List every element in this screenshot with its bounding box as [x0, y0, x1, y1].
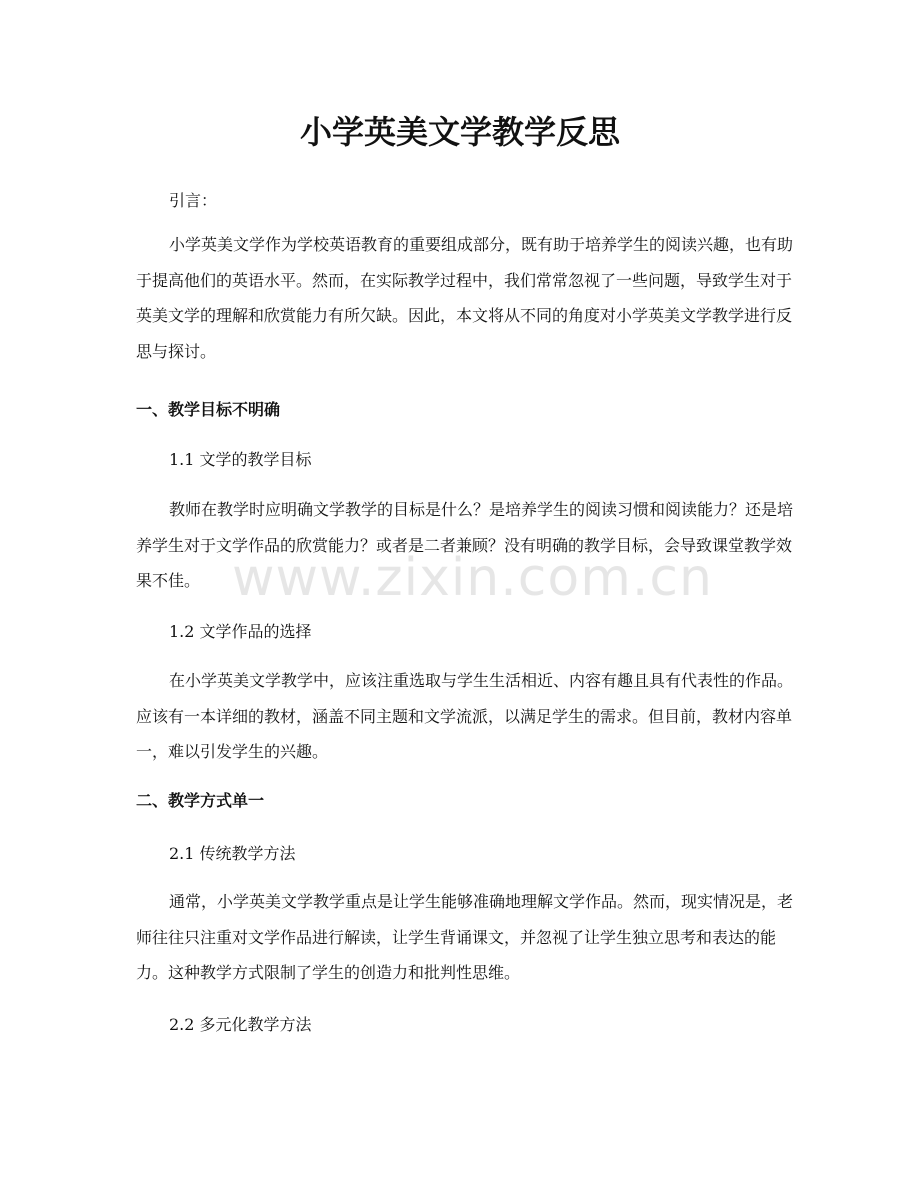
- subsection-heading-1-1: 1.1 文学的教学目标: [169, 450, 312, 469]
- subsection-paragraph-1-2: 在小学英美文学教学中，应该注重选取与学生生活相近、内容有趣且具有代表性的作品。应该有一本详细的教材，涵盖不同主题和文学流派，以满足学生的需求。但目前，教材内容单一，难以引发学生的兴趣。: [136, 671, 794, 761]
- document-title: 小学英美文学教学反思: [299, 113, 620, 151]
- intro-paragraph: 小学英美文学作为学校英语教育的重要组成部分，既有助于培养学生的阅读兴趣，也有助于提高他们的英语水平。然而，在实际教学过程中，我们常常忽视了一些问题，导致学生对于英美文学的理解和欣赏能力有所欠缺。因此，本文将从不同的角度对小学英美文学教学进行反思与探讨。: [136, 235, 794, 361]
- watermark: www.zixin.com.cn: [232, 548, 713, 608]
- subsection-paragraph-2-1: 通常，小学英美文学教学重点是让学生能够准确地理解文学作品。然而，现实情况是，老师往往只注重对文学作品进行解读，让学生背诵课文，并忽视了让学生独立思考和表达的能力。这种教学方式限制了学生的创造力和批判性思维。: [136, 892, 794, 982]
- section-heading-2: 二、教学方式单一: [136, 791, 265, 810]
- subsection-heading-2-1: 2.1 传统教学方法: [169, 844, 296, 863]
- subsection-paragraph-1-1: 教师在教学时应明确文学教学的目标是什么？是培养学生的阅读习惯和阅读能力？还是培养学生对于文学作品的欣赏能力？或者是二者兼顾？没有明确的教学目标，会导致课堂教学效果不佳。: [136, 500, 794, 590]
- subsection-heading-1-2: 1.2 文学作品的选择: [169, 622, 312, 641]
- intro-label: 引言：: [169, 191, 218, 210]
- section-heading-1: 一、教学目标不明确: [136, 400, 281, 419]
- subsection-heading-2-2: 2.2 多元化教学方法: [169, 1015, 312, 1034]
